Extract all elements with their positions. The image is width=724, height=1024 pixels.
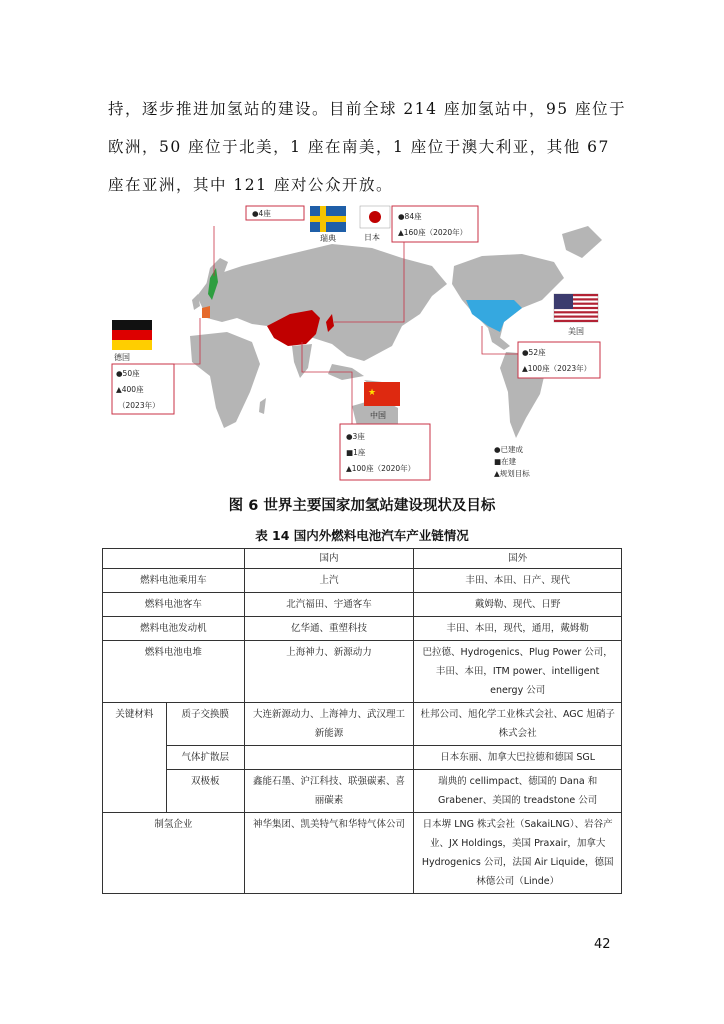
row-foreign: 瑞典的 cellimpact、德国的 Dana 和 Grabener、美国的 treadstone 公司 xyxy=(414,770,622,813)
germany-highlight xyxy=(202,306,210,318)
germany-built: ●50座 xyxy=(116,369,140,378)
row-foreign: 日本堺 LNG 株式会社（SakaiLNG）、岩谷产业、JX Holdings，美国 Praxair，加拿大 Hydrogenics 公司，法国 Air Liquide，德国林德公司（Linde） xyxy=(414,813,622,894)
row-foreign: 丰田、本田、日产、现代 xyxy=(414,569,622,593)
germany-planned: ▲400座 xyxy=(116,385,144,394)
usa-flag-label: 美国 xyxy=(568,327,584,336)
key-materials-label: 关键材料 xyxy=(103,703,167,813)
usa-planned: ▲100座（2023年） xyxy=(522,364,592,373)
germany-callout xyxy=(112,318,200,414)
intro-paragraph: 持，逐步推进加氢站的建设。目前全球 214 座加氢站中，95 座位于欧洲，50 座位于北美，1 座在南美，1 座位于澳大利亚，其他 67 座在亚洲，其中 121 座对公众开放。 xyxy=(108,100,627,194)
row-label: 燃料电池客车 xyxy=(103,593,245,617)
row-domestic xyxy=(244,746,414,770)
row-foreign: 杜邦公司、旭化学工业株式会社、AGC 旭硝子株式会社 xyxy=(414,703,622,746)
world-land xyxy=(190,226,602,438)
header-domestic: 国内 xyxy=(244,549,414,569)
sweden-built: ●4座 xyxy=(252,209,271,218)
row-domestic: 神华集团、凯美特气和华特气体公司 xyxy=(244,813,414,894)
map-legend xyxy=(494,444,530,478)
row-domestic: 上汽 xyxy=(244,569,414,593)
figure-caption: 图 6 世界主要国家加氢站建设现状及目标 xyxy=(228,498,496,514)
row-foreign: 戴姆勒、现代、日野 xyxy=(414,593,622,617)
row-domestic: 鑫能石墨、沪江科技、联强碳素、喜丽碳素 xyxy=(244,770,414,813)
germany-flag-label: 德国 xyxy=(114,353,130,362)
germany-flag xyxy=(112,320,152,330)
china-built: ●3座 xyxy=(346,432,365,441)
legend-planned: ▲规划目标 xyxy=(494,469,530,478)
row-label: 燃料电池电堆 xyxy=(103,641,245,703)
world-map xyxy=(102,196,622,488)
svg-text:★: ★ xyxy=(368,388,377,398)
legend-built: ●已建成 xyxy=(494,445,524,454)
germany-planned-year: （2023年） xyxy=(118,401,160,410)
row-foreign: 丰田、本田，现代，通用，戴姆勒 xyxy=(414,617,622,641)
china-planned: ▲100座（2020年） xyxy=(346,464,416,473)
table-row xyxy=(103,770,622,813)
row-foreign: 日本东丽、加拿大巴拉德和德国 SGL xyxy=(414,746,622,770)
china-building: ■1座 xyxy=(346,448,366,457)
row-sublabel: 气体扩散层 xyxy=(166,746,244,770)
row-label: 燃料电池乘用车 xyxy=(103,569,245,593)
usa-built: ●52座 xyxy=(522,348,546,357)
table-header-row xyxy=(103,549,622,569)
row-sublabel: 双极板 xyxy=(166,770,244,813)
legend-building: ■在建 xyxy=(494,457,517,466)
usa-highlight xyxy=(466,300,522,332)
header-foreign: 国外 xyxy=(414,549,622,569)
sweden-flag-label: 瑞典 xyxy=(320,234,336,243)
table-row xyxy=(103,641,622,703)
row-domestic: 大连新源动力、上海神力、武汉理工新能源 xyxy=(244,703,414,746)
row-foreign: 巴拉德、Hydrogenics、Plug Power 公司，丰田、本田，ITM power、intelligent energy 公司 xyxy=(414,641,622,703)
japan-planned: ▲160座（2020年） xyxy=(398,228,468,237)
usa-flag xyxy=(554,294,598,322)
industry-chain-table xyxy=(102,548,622,894)
japan-flag-label: 日本 xyxy=(364,233,380,242)
table-row xyxy=(103,593,622,617)
table-row xyxy=(103,813,622,894)
page-number: 42 xyxy=(594,937,611,952)
row-domestic: 上海神力、新源动力 xyxy=(244,641,414,703)
japan-built: ●84座 xyxy=(398,212,422,221)
row-label: 制氢企业 xyxy=(103,813,245,894)
row-domestic: 亿华通、重塑科技 xyxy=(244,617,414,641)
table-caption: 表 14 国内外燃料电池汽车产业链情况 xyxy=(255,528,469,543)
table-row xyxy=(103,617,622,641)
row-label: 燃料电池发动机 xyxy=(103,617,245,641)
china-flag-label: 中国 xyxy=(370,411,386,420)
row-sublabel: 质子交换膜 xyxy=(166,703,244,746)
table-row xyxy=(103,703,622,746)
row-domestic: 北汽福田、宇通客车 xyxy=(244,593,414,617)
table-row xyxy=(103,746,622,770)
world-map-figure xyxy=(102,196,622,488)
table-row xyxy=(103,569,622,593)
header-blank xyxy=(103,549,245,569)
